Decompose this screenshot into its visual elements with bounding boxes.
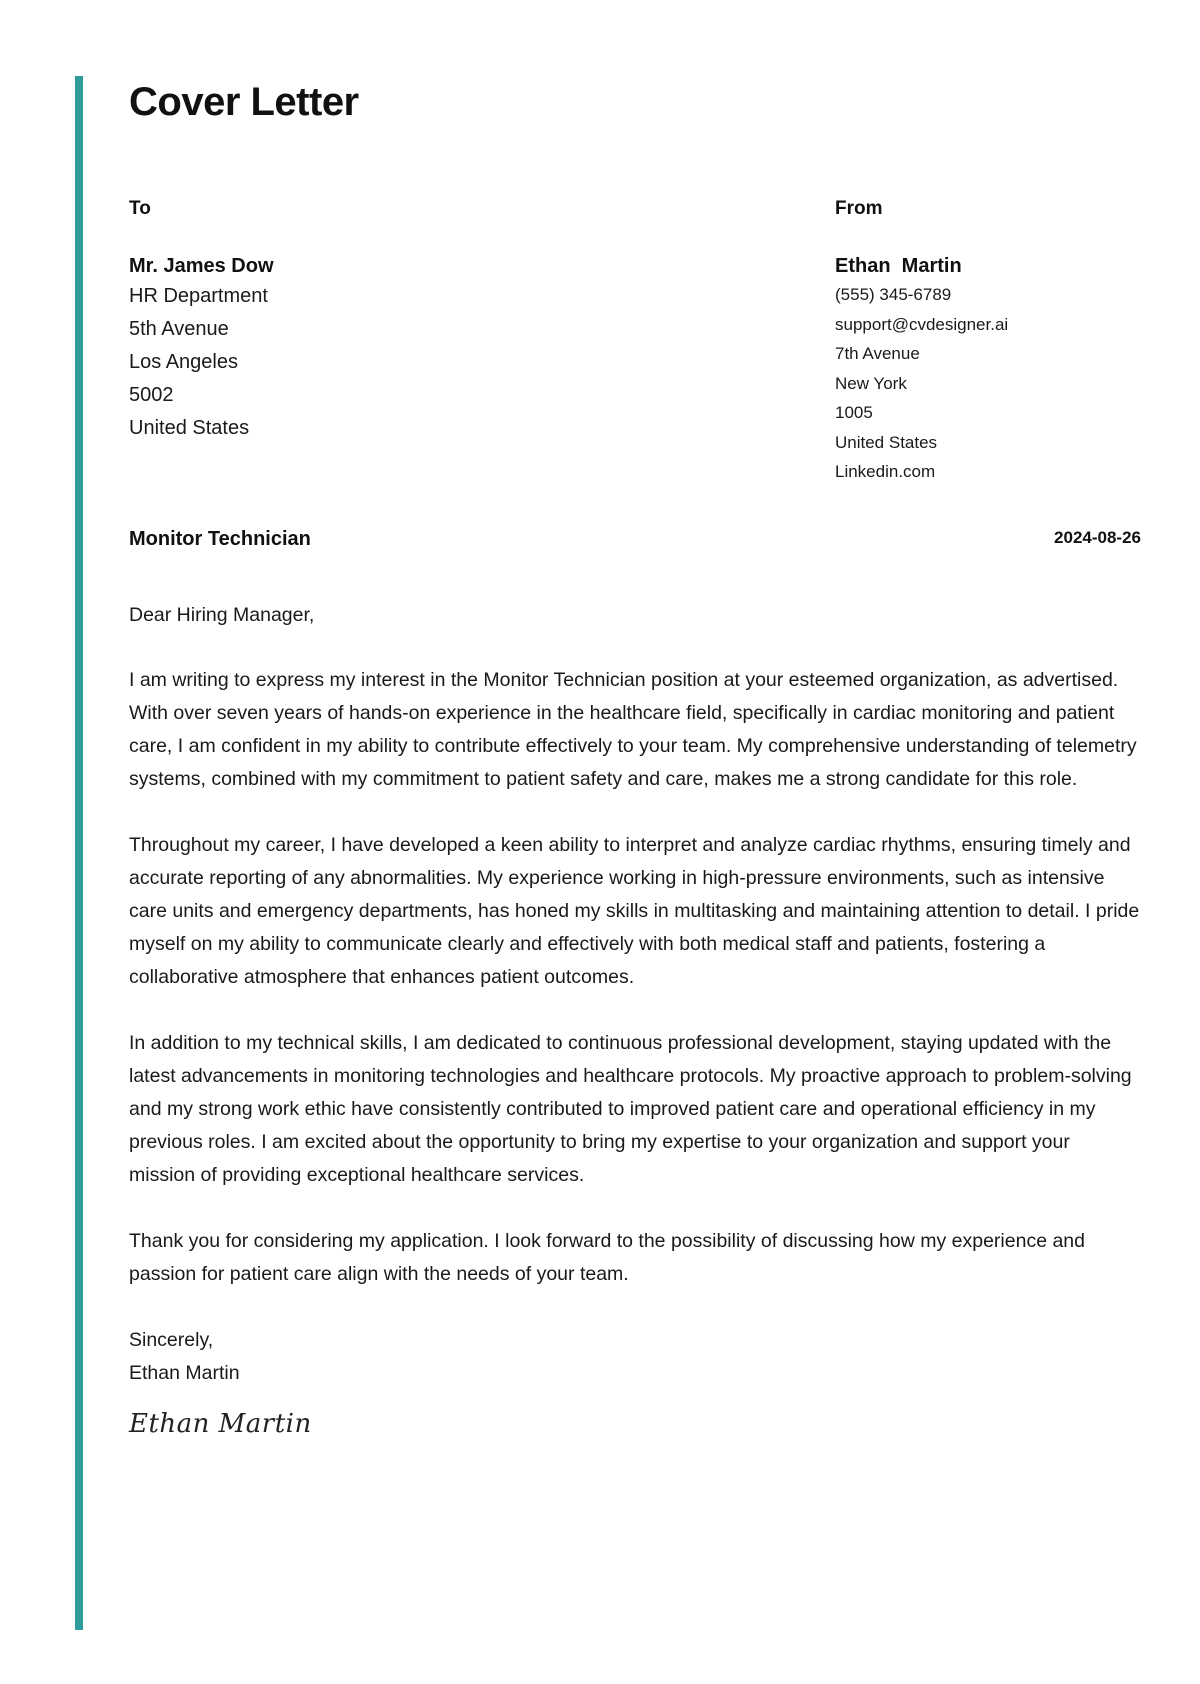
- subject-row: [129, 524, 1141, 554]
- sender-city: New York: [835, 373, 907, 393]
- closing-phrase: Sincerely,: [129, 1329, 214, 1351]
- sender-linkedin: Linkedin.com: [835, 462, 936, 481]
- sender-street: 7th Avenue: [835, 344, 920, 363]
- recipient-city: Los Angeles: [129, 351, 238, 373]
- letter-date: 2024-08-26: [1054, 528, 1141, 547]
- recipient-postal-code: 5002: [129, 384, 174, 406]
- position-title: Monitor Technician: [129, 528, 311, 550]
- body-paragraph: Throughout my career, I have developed a keen ability to interpret and analyze cardiac rhythms, ensuring timely and accurate reporting of any abnormalities. My experience working in high-pressure environments, such as intensive care units and emergency departments, has honed my skills in multitasking and maintaining attention to detail. I pride myself on my ability to communicate clearly and effectively with both medical staff and patients, fostering a collaborative atmosphere that enhances patient outcomes.: [129, 834, 1140, 988]
- sender-postal-code: 1005: [835, 403, 873, 422]
- sender-heading: From: [835, 198, 883, 219]
- recipient-department: HR Department: [129, 285, 268, 307]
- recipient-street: 5th Avenue: [129, 318, 229, 340]
- recipient-name: Mr. James Dow: [129, 255, 274, 277]
- recipient-country: United States: [129, 417, 250, 439]
- sender-phone: (555) 345-6789: [835, 285, 952, 304]
- sender-block: [835, 196, 1141, 487]
- recipient-heading: To: [129, 198, 151, 219]
- sender-email: support@cvdesigner.ai: [835, 314, 1009, 334]
- body-paragraph: In addition to my technical skills, I am dedicated to continuous professional development, staying updated with the latest advancements in monitoring technologies and healthcare protocols. My proactive approach to problem-solving and my strong work ethic have consistently contributed to improved patient care and operational efficiency in my previous roles. I am excited about the opportunity to bring my expertise to your organization and support your mission of providing exceptional healthcare services.: [129, 1032, 1132, 1186]
- salutation: Dear Hiring Manager,: [129, 604, 315, 626]
- recipient-block: [129, 196, 629, 445]
- accent-bar: [75, 76, 83, 1630]
- closing-block: [129, 1324, 1141, 1390]
- body-paragraph: I am writing to express my interest in the Monitor Technician position at your esteemed organization, as advertised. With over seven years of hands-on experience in the healthcare field, specifically in cardiac monitoring and patient care, I am confident in my ability to contribute effectively to your team. My comprehensive understanding of telemetry systems, combined with my commitment to patient safety and care, makes me a strong candidate for this role.: [129, 669, 1137, 790]
- sender-name: Ethan Martin: [835, 255, 962, 277]
- sender-country: United States: [835, 432, 938, 452]
- signature: Ethan Martin: [129, 1409, 312, 1439]
- page-title: Cover Letter: [129, 80, 359, 124]
- body-paragraph: Thank you for considering my application. I look forward to the possibility of discussing how my experience and passion for patient care align with the needs of your team.: [129, 1230, 1085, 1285]
- letter-body: [129, 599, 1141, 1441]
- closing-name: Ethan Martin: [129, 1362, 240, 1384]
